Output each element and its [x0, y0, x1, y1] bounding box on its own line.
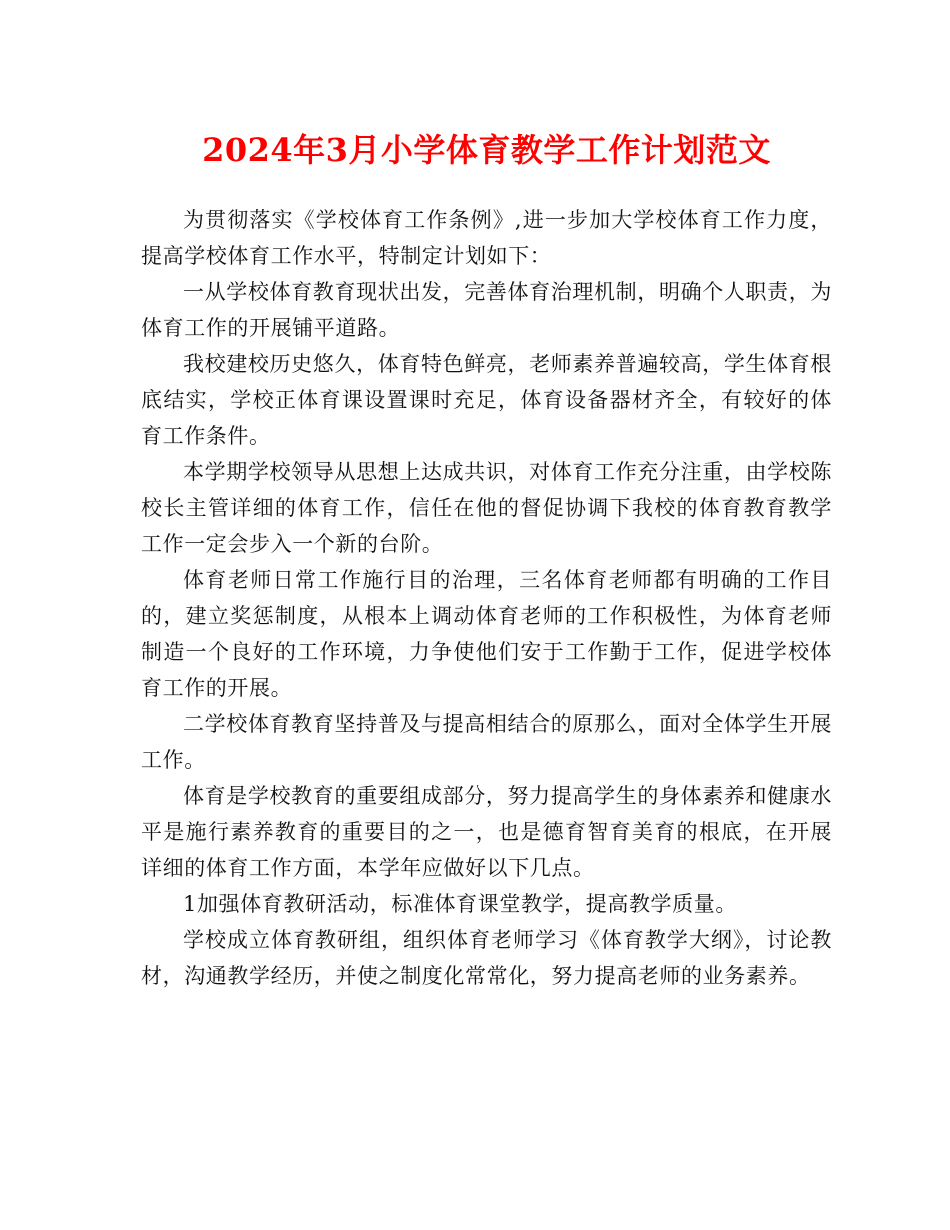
paragraph-9: 学校成立体育教研组，组织体育老师学习《体育教学大纲》，讨论教材，沟通教学经历，并使之制度化常常化，努力提高老师的业务素养。: [141, 928, 832, 988]
paragraph-6: 二学校体育教育坚持普及与提高相结合的原那么，面对全体学生开展工作。: [141, 712, 832, 772]
paragraph-3: 我校建校历史悠久，体育特色鲜亮，老师素养普遍较高，学生体育根底结实，学校正体育课设置课时充足，体育设备器材齐全，有较好的体育工作条件。: [141, 352, 832, 448]
paragraph-2: 一从学校体育教育现状出发，完善体育治理机制，明确个人职责，为体育工作的开展铺平道路。: [141, 280, 832, 340]
document-body: [141, 202, 832, 994]
paragraph-7: 体育是学校教育的重要组成部分，努力提高学生的身体素养和健康水平是施行素养教育的重要目的之一，也是德育智育美育的根底，在开展详细的体育工作方面，本学年应做好以下几点。: [141, 784, 832, 880]
paragraph-1: 为贯彻落实《学校体育工作条例》,进一步加大学校体育工作力度，提高学校体育工作水平，特制定计划如下：: [141, 208, 832, 268]
paragraph-5: 体育老师日常工作施行目的治理，三名体育老师都有明确的工作目的，建立奖惩制度，从根本上调动体育老师的工作积极性，为体育老师制造一个良好的工作环境，力争使他们安于工作勤于工作，促进学校体育工作的开展。: [141, 568, 832, 700]
document-title: 2024年3月小学体育教学工作计划范文: [202, 131, 771, 169]
paragraph-4: 本学期学校领导从思想上达成共识，对体育工作充分注重，由学校陈校长主管详细的体育工作，信任在他的督促协调下我校的体育教育教学工作一定会步入一个新的台阶。: [141, 460, 832, 556]
paragraph-8: 1加强体育教研活动，标准体育课堂教学，提高教学质量。: [183, 892, 737, 916]
